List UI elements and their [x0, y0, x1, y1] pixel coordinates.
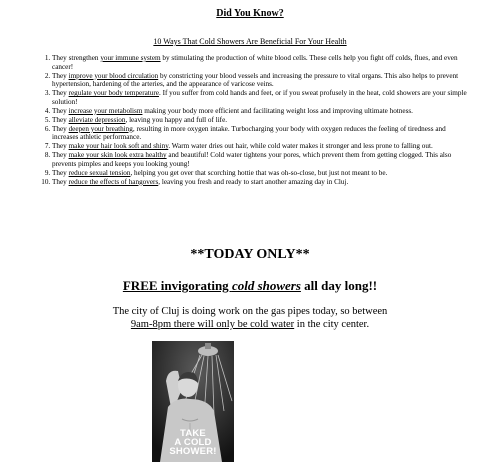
benefit-highlight: make your hair look soft and shiny	[68, 142, 169, 151]
benefit-highlight: your immune system	[100, 54, 161, 62]
list-item: 3. They regulate your body temperature. If you suffer from cold hands and feet, or if you sweat profusely in the heat, cold showers are your simple solution!	[52, 89, 472, 106]
list-heading: 10 Ways That Cold Showers Are Beneficial For Your Health	[153, 37, 347, 46]
city-notice: The city of Cluj is doing work on the gas pipes today, so between 9am-8pm there will only be cold water in the city center.	[112, 306, 388, 330]
benefit-highlight: improve your blood circulation	[68, 71, 159, 80]
benefit-highlight: reduce sexual tension	[68, 168, 131, 177]
free-showers-headline: FREE invigorating cold showers all day long!!	[122, 278, 378, 293]
benefit-highlight: make your skin look extra healthy	[68, 151, 167, 160]
list-item: 1. They strengthen your immune system by stimulating the production of white blood cells. These cells help you fight off colds, flues, and even cancer!	[52, 54, 472, 71]
list-item: 5. They alleviate depression, leaving you happy and full of life.	[52, 116, 472, 125]
list-item: 2. They improve your blood circulation by constricting your blood vessels and increasing the pressure to vital organs. This also helps to prevent hypertension, hardening of the arteries, and the appearance of varicose veins.	[52, 72, 472, 89]
list-item: 8. They make your skin look extra healthy and beautiful! Cold water tightens your pores, which prevent them from getting clogged. This also prevents pimples and keeps you looking young!	[52, 151, 472, 168]
list-item: 7. They make your hair look soft and shiny. Warm water dries out hair, while cold water makes it stronger and less prone to falling out.	[52, 142, 472, 151]
cold-shower-poster-image	[152, 341, 234, 462]
benefit-highlight: alleviate depression	[68, 115, 126, 124]
page-title: Did You Know?	[216, 8, 284, 19]
benefit-highlight: deepen your breathing	[68, 124, 133, 133]
benefit-highlight: reduce the effects of hangovers	[68, 177, 159, 186]
list-item: 6. They deepen your breathing, resulting in more oxygen intake. Turbocharging your body with oxygen reduces the feeling of tiredness and increases athletic performance.	[52, 125, 472, 142]
list-item: 10. They reduce the effects of hangovers, leaving you fresh and ready to start another amazing day in Cluj.	[52, 178, 472, 187]
poster-caption: TAKE A COLD SHOWER!	[169, 428, 217, 457]
benefit-highlight: increase your metabolism	[68, 106, 143, 115]
today-only-heading: **TODAY ONLY**	[190, 247, 310, 262]
list-item: 4. They increase your metabolism making your body more efficient and facilitating weight loss and improving ultimate hotness.	[52, 107, 472, 116]
benefit-highlight: regulate your body temperature	[68, 89, 159, 98]
benefits-list	[36, 54, 472, 187]
list-item: 9. They reduce sexual tension, helping you get over that scorching hottie that was oh-so-close, but just not meant to be.	[52, 169, 472, 178]
